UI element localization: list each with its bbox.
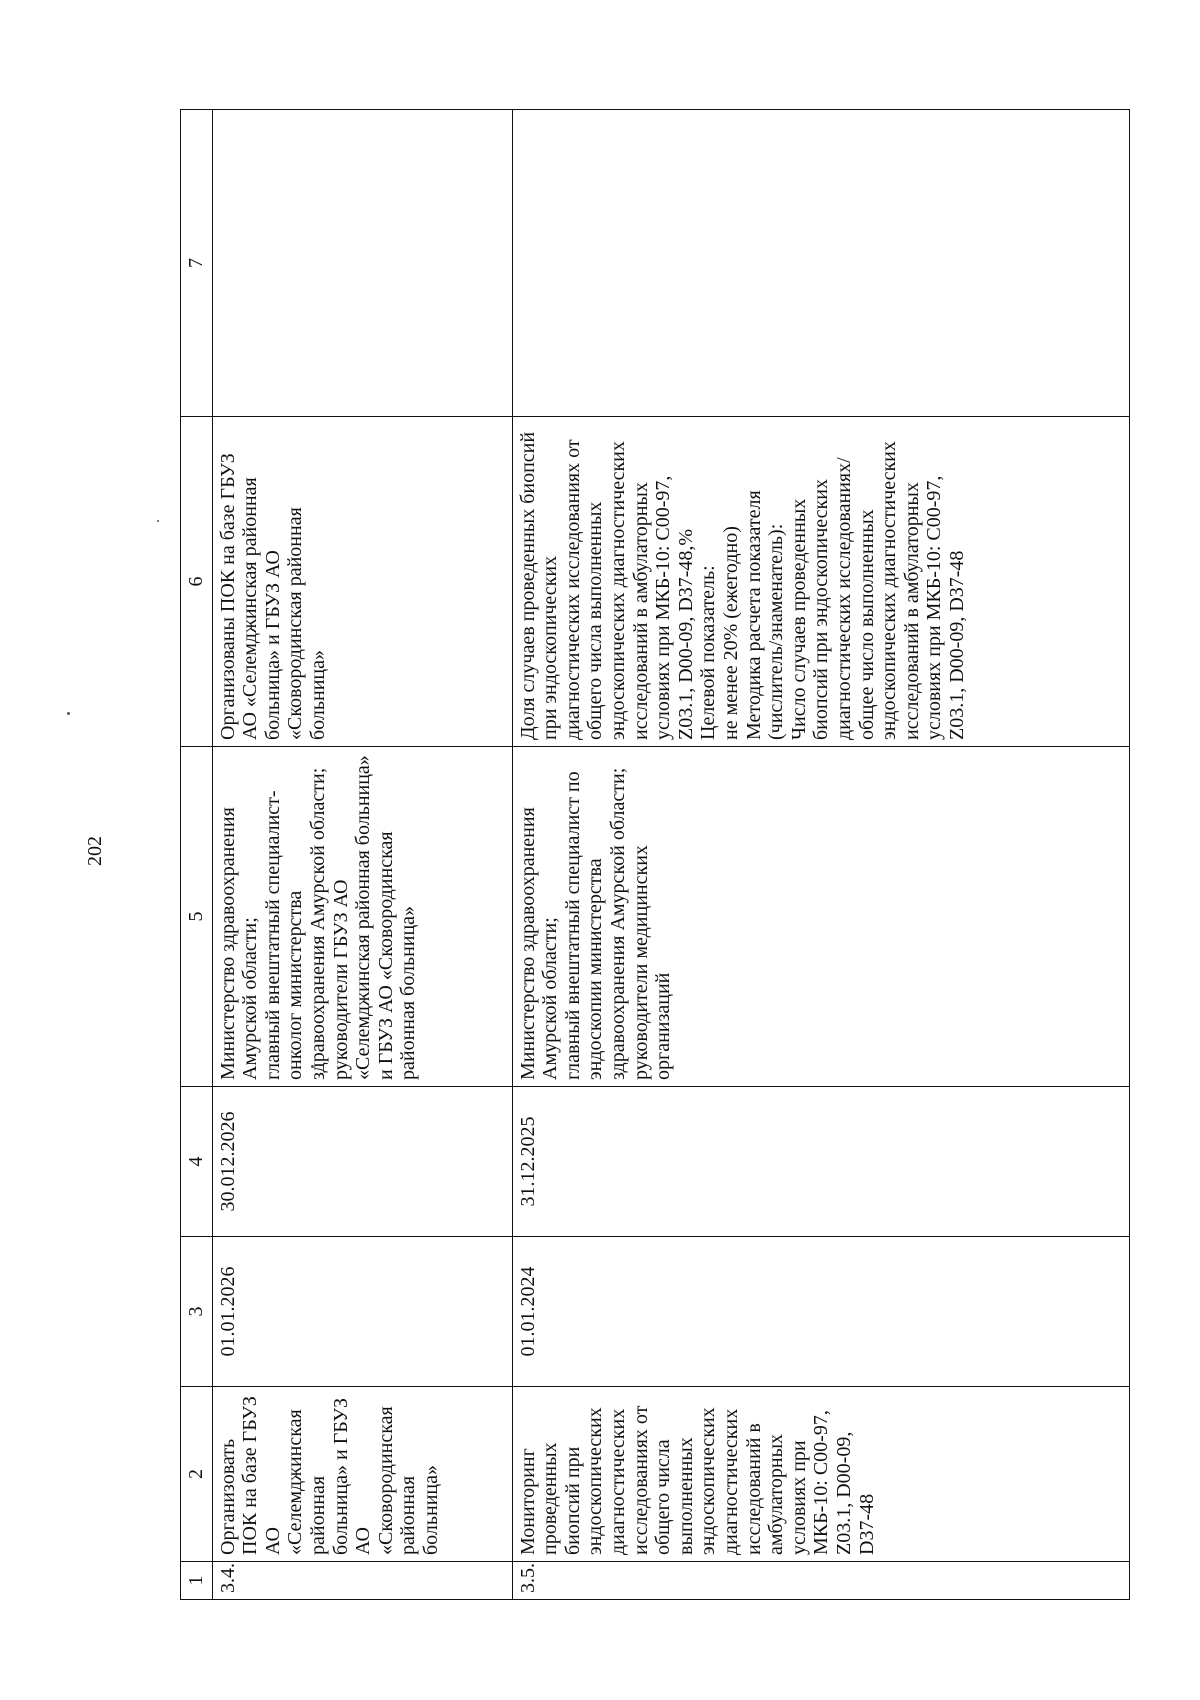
result-cell: Доля случаев проведенных биопсий при эндоскопических диагностических исследованиях от общего числа выполненных эндоскопических диагностических исследований в амбулаторных условиях при МКБ-10: С00-97, Z03.1, D00-09, D37-48,% Целевой показатель: не менее 20% (ежегодно) Методика расчета показателя (числитель/знаменатель): Число случаев проведенных биопсий при эндоскопических диагностических исследованиях/ общее число выполненных эндоскопических диагностических исследований в амбулаторных условиях при МКБ-10: С00-97, Z03.1, D00-09, D37-48 [512,417,1129,747]
page-number: 202 [84,836,106,866]
column-header: 1 [181,1562,213,1600]
scan-speck [157,520,159,522]
column-header: 6 [181,417,213,747]
result-cell: Организованы ПОК на базе ГБУЗ АО «Селемджинская районная больница» и ГБУЗ АО «Сковородинская районная больница» [212,417,512,747]
column-header: 5 [181,747,213,1087]
note-cell [212,110,512,417]
end-date-cell: 30.012.2026 [212,1087,512,1237]
column-header: 2 [181,1387,213,1562]
responsible-cell: Министерство здравоохранения Амурской области; главный внештатный специалист-онколог министерства здравоохранения Амурской области; руководители ГБУЗ АО «Селемджинская районная больница» и ГБУЗ АО «Сковородинская районная больница» [212,747,512,1087]
table-row [212,110,512,1600]
responsible-cell: Министерство здравоохранения Амурской области; главный внештатный специалист по эндоскопии министерства здравоохранения Амурской области; руководители медицинских организаций [512,747,1129,1087]
header-row [181,110,213,1600]
column-header: 3 [181,1237,213,1387]
table-row [512,110,1129,1600]
scan-speck [67,712,70,715]
start-date-cell: 01.01.2026 [212,1237,512,1387]
start-date-cell: 01.01.2024 [512,1237,1129,1387]
rotated-page-content [180,110,1130,1600]
action-plan-table [180,109,1130,1600]
row-number: 3.4. [212,1562,512,1600]
note-cell [512,110,1129,417]
column-header: 7 [181,110,213,417]
event-cell: Организовать ПОК на базе ГБУЗ АО «Селемджинская районная больница» и ГБУЗ АО «Сковородинская районная больница» [212,1387,512,1562]
column-header: 4 [181,1087,213,1237]
event-cell: Мониторинг проведенных биопсий при эндоскопических диагностических исследованиях от общего числа выполненных эндоскопических диагностических исследований в амбулаторных условиях при МКБ-10: С00-97, Z03.1, D00-09, D37-48 [512,1387,1129,1562]
row-number: 3.5. [512,1562,1129,1600]
end-date-cell: 31.12.2025 [512,1087,1129,1237]
